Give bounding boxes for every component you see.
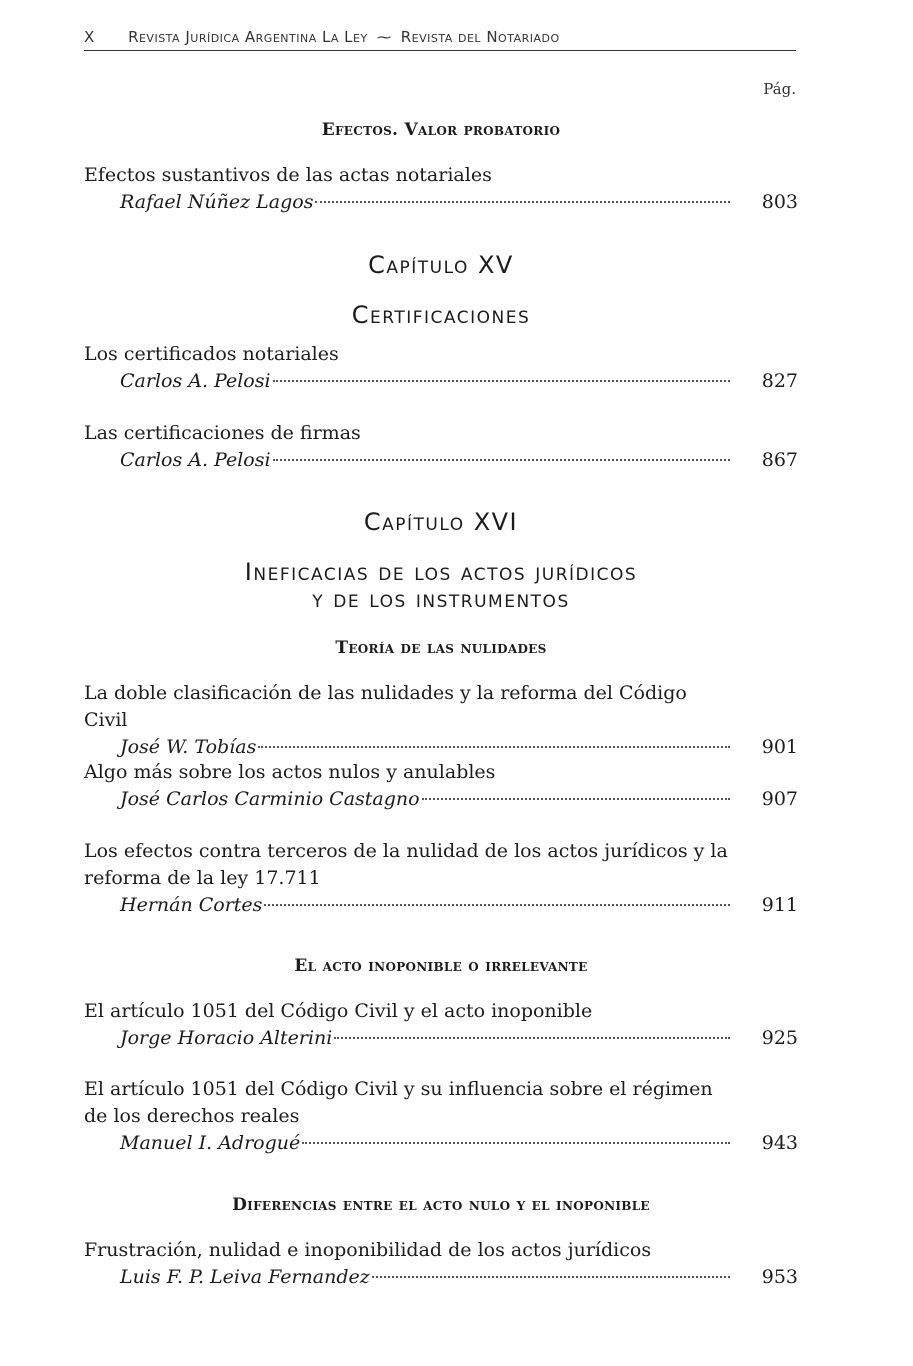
entry-author-line xyxy=(84,447,798,474)
entry-page: 827 xyxy=(761,370,798,392)
entry-page: 911 xyxy=(761,894,798,916)
chapter-title-xvi-line2: y de los instrumentos xyxy=(312,585,570,613)
entry-author-line xyxy=(84,189,798,216)
entry-author: Luis F. P. Leiva Fernandez xyxy=(120,1266,370,1288)
leader-dots xyxy=(273,459,730,461)
toc-entry xyxy=(84,420,798,474)
entry-author: Carlos A. Pelosi xyxy=(120,449,271,471)
header-separator: ⁓ xyxy=(376,30,392,46)
entry-title: Las certificaciones de firmas xyxy=(84,422,361,444)
section-heading-diferencias: Diferencias entre el acto nulo y el inoponible xyxy=(232,1195,650,1215)
entry-author: Carlos A. Pelosi xyxy=(120,370,271,392)
chapter-heading-xvi: Capítulo XVI xyxy=(363,508,519,536)
chapter-heading-xv: Capítulo XV xyxy=(368,251,514,279)
entry-page: 925 xyxy=(761,1027,798,1049)
entry-page: 943 xyxy=(761,1132,798,1154)
running-header xyxy=(84,28,796,51)
leader-dots xyxy=(334,1037,730,1039)
leader-dots xyxy=(302,1142,730,1144)
entry-page: 907 xyxy=(761,788,798,810)
entry-page: 901 xyxy=(761,736,798,758)
entry-title: La doble clasificación de las nulidades y la reforma del Código Civil xyxy=(84,682,687,731)
entry-author-line xyxy=(84,368,798,395)
entry-title: Los certificados notariales xyxy=(84,343,339,365)
toc-entry xyxy=(84,998,798,1052)
toc-entry xyxy=(84,341,798,395)
entry-author: Manuel I. Adrogué xyxy=(120,1132,301,1154)
entry-author: Jorge Horacio Alterini xyxy=(120,1027,333,1049)
toc-entry xyxy=(84,162,798,216)
entry-author-line xyxy=(84,892,798,919)
chapter-title-xvi-line1: Ineficacias de los actos jurídicos xyxy=(244,558,638,586)
entry-title: El artículo 1051 del Código Civil y el acto inoponible xyxy=(84,1000,593,1022)
entry-author: José Carlos Carminio Castagno xyxy=(120,788,420,810)
entry-title: Efectos sustantivos de las actas notariales xyxy=(84,164,492,186)
section-heading-efectos: Efectos. Valor probatorio xyxy=(321,120,561,140)
leader-dots xyxy=(258,746,730,748)
toc-entry xyxy=(84,759,798,813)
leader-dots xyxy=(315,201,730,203)
header-right-title: Revista del Notariado xyxy=(400,28,560,46)
toc-entry xyxy=(84,1076,798,1157)
entry-author-line xyxy=(84,734,798,761)
entry-author-line xyxy=(84,1264,798,1291)
entry-page: 803 xyxy=(761,191,798,213)
leader-dots xyxy=(264,904,730,906)
toc-entry xyxy=(84,680,798,761)
entry-author-line xyxy=(84,1025,798,1052)
entry-author: Rafael Núñez Lagos xyxy=(120,191,314,213)
leader-dots xyxy=(273,380,730,382)
entry-author: Hernán Cortes xyxy=(120,894,263,916)
entry-title: Los efectos contra terceros de la nulidad de los actos jurídicos y la reforma de la ley 17.711 xyxy=(84,840,728,889)
page-column-label: Pág. xyxy=(763,80,796,98)
entry-author-line xyxy=(84,1130,798,1157)
entry-title: El artículo 1051 del Código Civil y su influencia sobre el régimen de los derechos reales xyxy=(84,1078,713,1127)
entry-author-line xyxy=(84,786,798,813)
header-left-title: Revista Jurídica Argentina La Ley xyxy=(128,28,368,46)
chapter-title-xv: Certificaciones xyxy=(351,301,531,329)
section-heading-teoria: Teoría de las nulidades xyxy=(335,638,547,658)
toc-entry xyxy=(84,838,798,919)
leader-dots xyxy=(372,1276,730,1278)
entry-author: José W. Tobías xyxy=(120,736,257,758)
leader-dots xyxy=(422,798,730,800)
header-page-number: X xyxy=(84,28,95,46)
toc-entry xyxy=(84,1237,798,1291)
entry-title: Algo más sobre los actos nulos y anulables xyxy=(84,761,496,783)
entry-page: 867 xyxy=(761,449,798,471)
entry-page: 953 xyxy=(761,1266,798,1288)
entry-title: Frustración, nulidad e inoponibilidad de los actos jurídicos xyxy=(84,1239,652,1261)
section-heading-inoponible: El acto inoponible o irrelevante xyxy=(294,956,588,976)
